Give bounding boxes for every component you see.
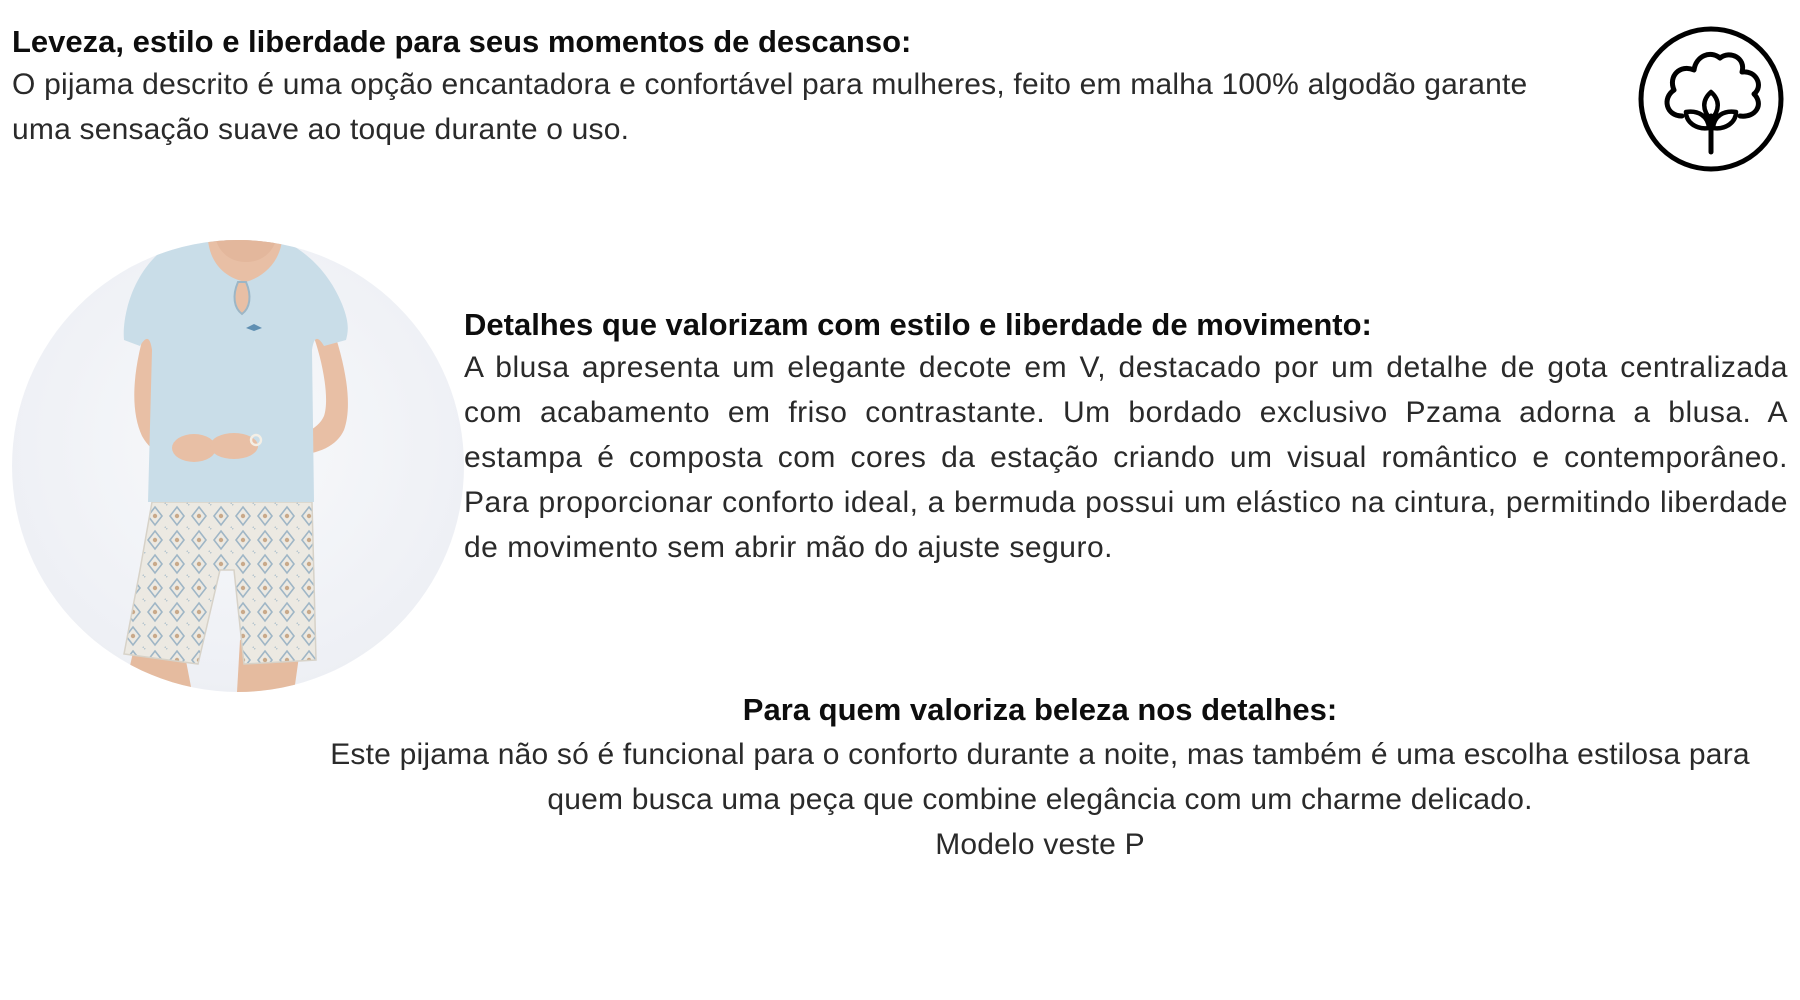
closing-section xyxy=(290,690,1790,867)
closing-heading: Para quem valoriza beleza nos detalhes: xyxy=(742,692,1338,727)
closing-text: Este pijama não só é funcional para o conforto durante a noite, mas também é uma escolha estilosa para quem busca uma peça que combine elegância com um charme delicado. xyxy=(330,738,1750,816)
intro-text: O pijama descrito é uma opção encantadora e confortável para mulheres, feito em malha 100% algodão garante uma sensação suave ao toque durante o uso. xyxy=(12,68,1528,146)
model-photo xyxy=(12,240,464,692)
details-text: A blusa apresenta um elegante decote em V, destacado por um detalhe de gota centralizada com acabamento em friso contrastante. Um bordado exclusivo Pzama adorna a blusa. A estampa é composta com cores da estação criando um visual romântico e contemporâneo. Para proporcionar conforto ideal, a bermuda possui um elástico na cintura, permitindo liberdade de movimento sem abrir mão do ajuste seguro. xyxy=(464,351,1788,564)
details-heading: Detalhes que valorizam com estilo e liberdade de movimento: xyxy=(464,307,1372,342)
details-section xyxy=(464,305,1788,570)
model-size-note: Modelo veste P xyxy=(935,828,1145,861)
cotton-icon xyxy=(1636,24,1786,174)
intro-section xyxy=(12,22,1572,152)
intro-heading: Leveza, estilo e liberdade para seus momentos de descanso: xyxy=(12,24,912,59)
